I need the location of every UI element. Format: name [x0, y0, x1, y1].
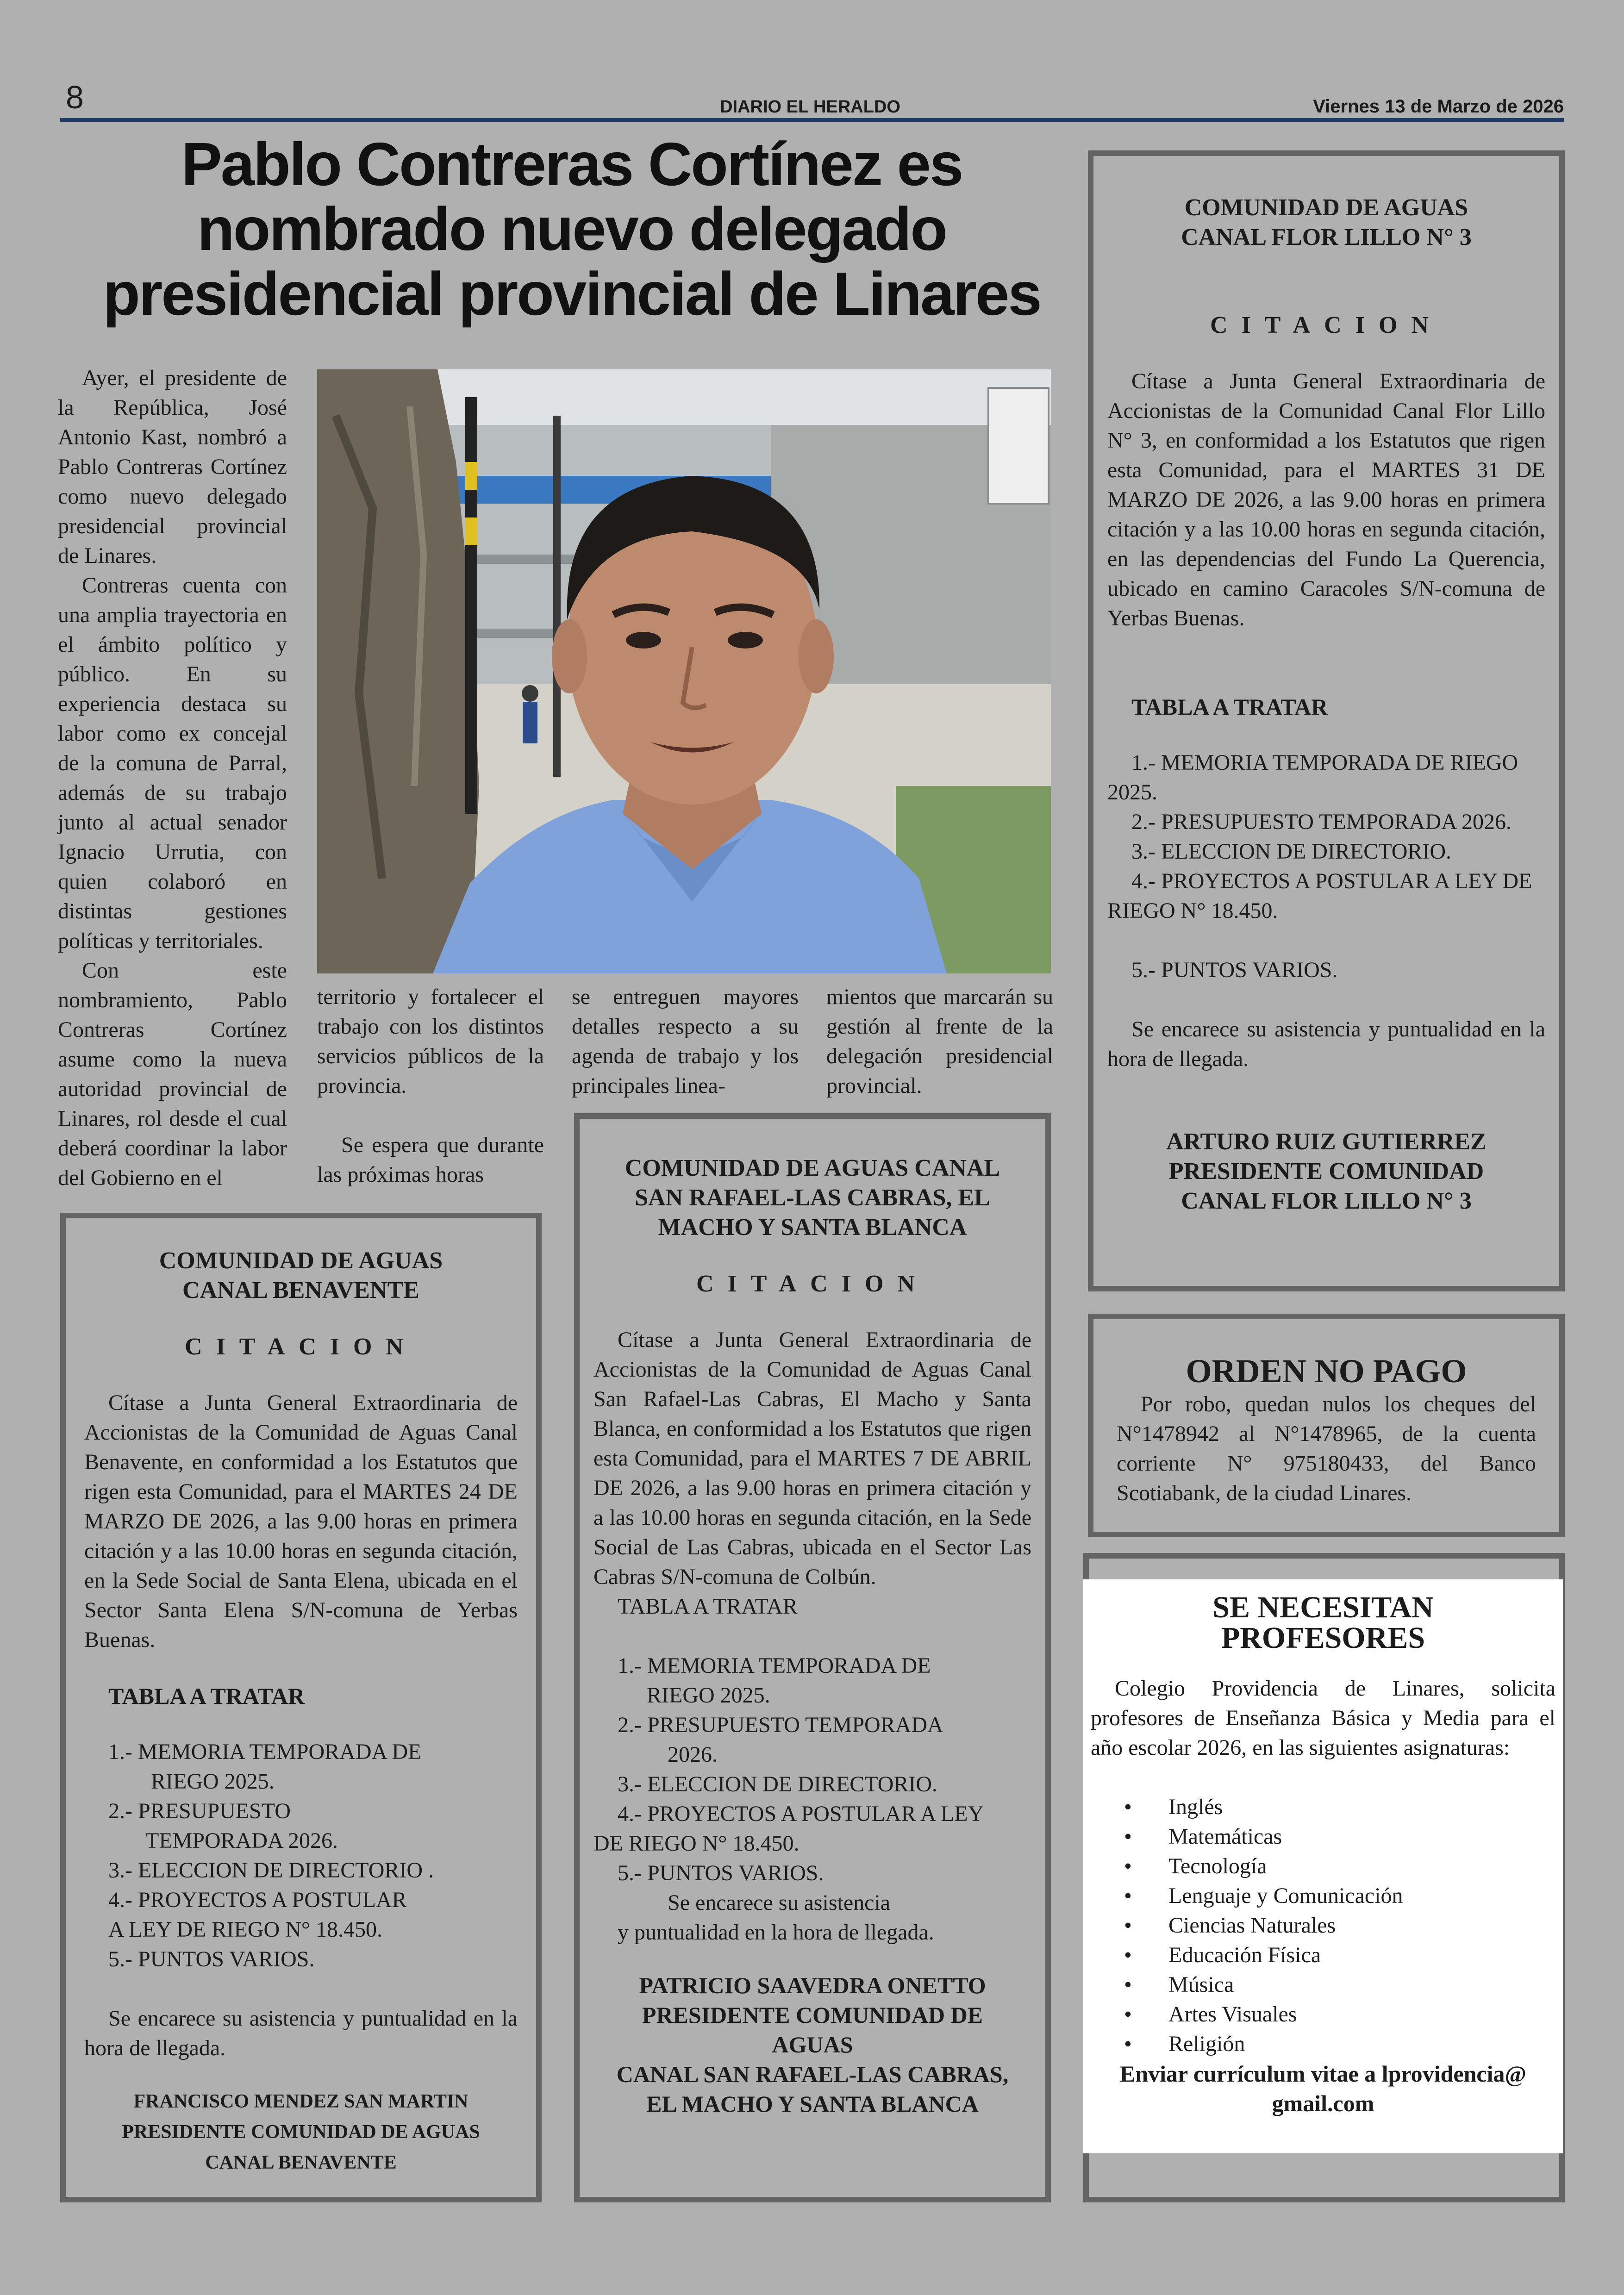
notice-benavente	[60, 1213, 542, 2202]
newspaper-name: DIARIO EL HERALDO	[720, 97, 900, 117]
signature-line: PRESIDENTE COMUNIDAD DE AGUAS	[122, 2121, 480, 2143]
agenda-item: 5.- PUNTOS VARIOS.	[618, 1861, 824, 1885]
portrait-photo-illustration	[317, 369, 1051, 973]
agenda-item: 5.- PUNTOS VARIOS.	[108, 1947, 315, 1971]
notice-title: ORDEN NO PAGO	[1186, 1353, 1467, 1390]
notice-agenda	[593, 1651, 1031, 1947]
article-paragraph: se entreguen mayores detalles respecto a su agenda de trabajo y los principales linea-	[572, 985, 799, 1098]
agenda-item: 3.- ELECCION DE DIRECTORIO.	[1131, 839, 1452, 864]
subject-label: Música	[1168, 1972, 1234, 1997]
agenda-item: 1.- MEMORIA TEMPORADA DE RIEGO 2025.	[1107, 750, 1518, 804]
notice-title: COMUNIDAD DE AGUAS CANAL FLOR LILLO N° 3	[1181, 194, 1472, 250]
header-rule	[60, 118, 1564, 122]
subject-item	[1091, 1911, 1555, 1940]
subject-item	[1091, 1970, 1555, 2000]
notice-agenda	[84, 1737, 518, 1974]
notice-flor-lillo	[1088, 150, 1565, 1291]
agenda-item: RIEGO 2025.	[647, 1683, 770, 1708]
notice-orden-no-pago	[1088, 1314, 1565, 1537]
subject-item	[1091, 1940, 1555, 1970]
signature-line: PRESIDENTE COMUNIDAD	[1168, 1158, 1484, 1185]
agenda-item: 4.- PROYECTOS A POSTULAR A LEY	[618, 1802, 984, 1826]
ad-title: SE NECESITAN PROFESORES	[1212, 1590, 1434, 1655]
notice-body: Por robo, quedan nulos los cheques del N°1478942 al N°1478965, de la cuenta corriente N° 975180433, del Banco Scotiabank, de la ciudad Linares.	[1117, 1392, 1536, 1505]
subject-label: Inglés	[1168, 1795, 1223, 1819]
agenda-item: 1.- MEMORIA TEMPORADA DE	[618, 1653, 931, 1678]
bullet-icon: •	[1124, 1824, 1132, 1849]
signature-line: PRESIDENTE COMUNIDAD DE	[642, 2002, 983, 2028]
notice-signature	[84, 2086, 518, 2178]
article-column-4	[826, 982, 1053, 1101]
notice-agenda-title: TABLA A TRATAR	[1131, 694, 1328, 720]
bullet-icon: •	[1124, 2002, 1132, 2027]
subject-item	[1091, 1881, 1555, 1911]
ad-frame	[1083, 1553, 1565, 2202]
agenda-item: DE RIEGO N° 18.450.	[593, 1831, 800, 1856]
signature-line: CANAL SAN RAFAEL-LAS CABRAS,	[616, 2061, 1009, 2087]
bullet-icon: •	[1124, 1883, 1132, 1908]
notice-signature	[593, 1971, 1031, 2119]
subject-label: Lenguaje y Comunicación	[1168, 1883, 1403, 1908]
notice-agenda-title: TABLA A TRATAR	[618, 1594, 798, 1619]
article-paragraph: Con este nombramiento, Pablo Contreras Cortínez asume como la nueva autoridad provincial de Linares, rol desde el cual deberá coordinar la labor del Gobierno en el	[58, 958, 287, 1190]
subject-label: Ciencias Naturales	[1168, 1913, 1336, 1938]
notice-san-rafael	[574, 1113, 1051, 2202]
agenda-item: 5.- PUNTOS VARIOS.	[1131, 958, 1338, 982]
agenda-item: 3.- ELECCION DE DIRECTORIO .	[108, 1858, 434, 1883]
article-paragraph: Ayer, el presidente de la República, José Antonio Kast, nombró a Pablo Contreras Cortínez como nuevo delegado presidencial provincial de Linares.	[58, 366, 287, 568]
page-number: 8	[66, 79, 84, 115]
notice-title: COMUNIDAD DE AGUAS CANAL SAN RAFAEL-LAS CABRAS, EL MACHO Y SANTA BLANCA	[625, 1155, 1000, 1241]
signature-line: CANAL BENAVENTE	[205, 2152, 397, 2173]
subject-label: Artes Visuales	[1168, 2002, 1297, 2027]
subject-label: Educación Física	[1168, 1943, 1321, 1967]
article-headline: Pablo Contreras Cortínez es nombrado nuevo delegado presidencial provincial de Linares	[103, 130, 1041, 328]
article-column-2	[317, 982, 544, 1190]
agenda-item: 4.- PROYECTOS A POSTULAR	[108, 1888, 407, 1912]
subject-item	[1091, 2000, 1555, 2029]
subject-list	[1091, 1792, 1555, 2059]
signature-line: PATRICIO SAAVEDRA ONETTO	[639, 1972, 986, 1998]
notice-citacion: CITACION	[1210, 312, 1443, 338]
bullet-icon: •	[1124, 1943, 1132, 1967]
agenda-item: 1.- MEMORIA TEMPORADA DE	[108, 1740, 422, 1764]
notice-agenda-title: TABLA A TRATAR	[108, 1683, 305, 1709]
notice-body: Cítase a Junta General Extraordinaria de Accionistas de la Comunidad de Aguas Canal Benavente, en conformidad a los Estatutos que rigen esta Comunidad, para el MARTES 24 DE MARZO DE 2026, a las 9.00 horas en primera citación y a las 10.00 horas en segunda citación, en la Sede Social de Santa Elena, ubicada en el Sector Santa Elena S/N-comuna de Yerbas Buenas.	[84, 1391, 518, 1652]
ad-profesores	[1083, 1579, 1563, 2153]
bullet-icon: •	[1124, 1854, 1132, 1878]
notice-title: COMUNIDAD DE AGUAS CANAL BENAVENTE	[159, 1247, 443, 1303]
bullet-icon: •	[1124, 1972, 1132, 1997]
article-paragraph: Se espera que durante las próximas horas	[317, 1133, 544, 1187]
notice-signature	[1107, 1127, 1545, 1216]
notice-closing: Se encarece su asistencia y puntualidad en la hora de llegada.	[1107, 1017, 1545, 1071]
agenda-item: 2026.	[668, 1742, 718, 1767]
subject-item	[1091, 1822, 1555, 1852]
agenda-item: Se encarece su asistencia	[668, 1890, 891, 1915]
subject-item	[1091, 1852, 1555, 1881]
agenda-item: 3.- ELECCION DE DIRECTORIO.	[618, 1772, 938, 1796]
signature-line: EL MACHO Y SANTA BLANCA	[646, 2091, 979, 2117]
ad-contact: Enviar currículum vitae a lprovidencia@ gmail.com	[1120, 2061, 1526, 2116]
article-paragraph: mientos que marcarán su gestión al frente de la delegación presidencial provincial.	[826, 985, 1053, 1098]
agenda-item: RIEGO 2025.	[151, 1769, 275, 1794]
agenda-item: 2.- PRESUPUESTO	[108, 1799, 291, 1823]
signature-line: ARTURO RUIZ GUTIERREZ	[1166, 1129, 1487, 1155]
agenda-item: 2.- PRESUPUESTO TEMPORADA	[618, 1713, 943, 1737]
subject-item	[1091, 1792, 1555, 1822]
article-photo	[317, 369, 1051, 973]
notice-body: Cítase a Junta General Extraordinaria de Accionistas de la Comunidad Canal Flor Lillo N° 3, en conformidad a los Estatutos que rigen esta Comunidad, para el MARTES 31 DE MARZO DE 2026, a las 9.00 horas en primera citación y a las 10.00 horas en segunda citación, en las dependencias del Fundo La Querencia, ubicado en camino Caracoles S/N-comuna de Yerbas Buenas.	[1107, 369, 1545, 630]
bullet-icon: •	[1124, 2032, 1132, 2056]
signature-line: AGUAS	[772, 2032, 853, 2058]
agenda-item: y puntualidad en la hora de llegada.	[618, 1920, 934, 1945]
subject-label: Tecnología	[1168, 1854, 1267, 1878]
notice-body: Cítase a Junta General Extraordinaria de Accionistas de la Comunidad de Aguas Canal San Rafael-Las Cabras, El Macho y Santa Blanca, en conformidad a los Estatutos que rigen esta Comunidad, para el MARTES 7 DE ABRIL DE 2026, a las 9.00 horas en primera citación y a las 10.00 horas en segunda citación, en la Sede Social de Las Cabras, ubicada en el Sector Las Cabras S/N-comuna de Colbún.	[593, 1328, 1031, 1589]
bullet-icon: •	[1124, 1795, 1132, 1819]
article-column-3	[572, 982, 799, 1101]
subject-label: Matemáticas	[1168, 1824, 1282, 1849]
subject-item	[1091, 2029, 1555, 2059]
agenda-item: 2.- PRESUPUESTO TEMPORADA 2026.	[1131, 810, 1512, 834]
agenda-item: TEMPORADA 2026.	[145, 1828, 338, 1853]
signature-line: FRANCISCO MENDEZ SAN MARTIN	[133, 2091, 468, 2112]
notice-agenda	[1107, 748, 1545, 985]
notice-citacion: CITACION	[185, 1334, 417, 1360]
bullet-icon: •	[1124, 1913, 1132, 1938]
notice-citacion: CITACION	[696, 1271, 929, 1297]
agenda-item: A LEY DE RIEGO N° 18.450.	[108, 1917, 383, 1942]
issue-date: Viernes 13 de Marzo de 2026	[1313, 96, 1564, 117]
ad-body: Colegio Providencia de Linares, solicita profesores de Enseñanza Básica y Media para el año escolar 2026, en las siguientes asignaturas:	[1091, 1676, 1555, 1760]
article-paragraph: Contreras cuenta con una amplia trayectoria en el ámbito político y público. En su experiencia destaca su labor como ex concejal de la comuna de Parral, además de su trabajo junto al actual senador Ignacio Urrutia, con quien colaboró en distintas gestiones políticas y territoriales.	[58, 573, 287, 953]
signature-line: CANAL FLOR LILLO N° 3	[1181, 1188, 1472, 1214]
article-column-1	[58, 363, 287, 1193]
agenda-item: 4.- PROYECTOS A POSTULAR A LEY DE RIEGO N° 18.450.	[1107, 869, 1532, 923]
notice-closing: Se encarece su asistencia y puntualidad en la hora de llegada.	[84, 2006, 518, 2060]
subject-label: Religión	[1168, 2032, 1245, 2056]
article-paragraph: territorio y fortalecer el trabajo con los distintos servicios públicos de la provincia.	[317, 985, 544, 1098]
